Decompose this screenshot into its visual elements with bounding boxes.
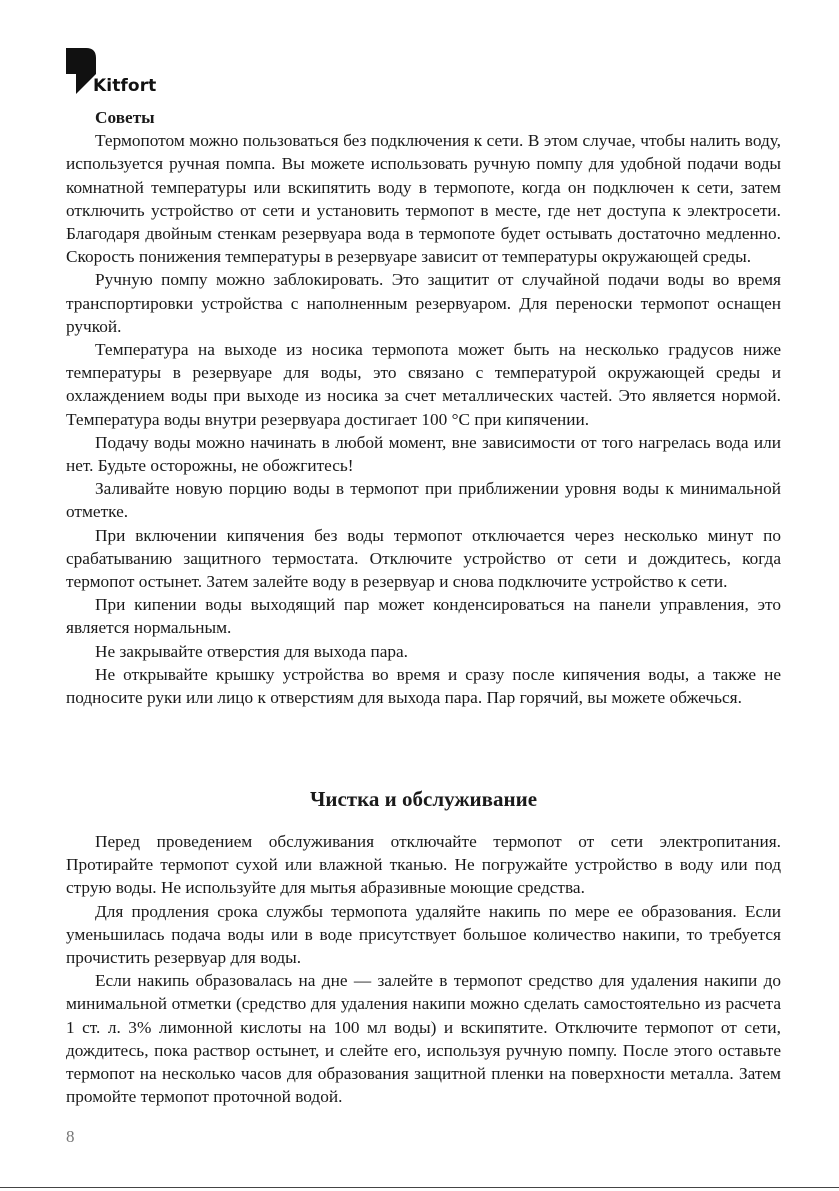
cleaning-paragraph: Для продления срока службы термопота удаляйте накипь по мере ее образования. Если уменьшилась подача воды или в воде присутствует большое количество накипи, то требуется прочистить резервуар для воды. [66, 901, 781, 968]
cleaning-paragraph: Если накипь образовалась на дне — залейте в термопот средство для удаления накипи до минимальной отметки (средство для удаления накипи можно сделать самостоятельно из расчета 1 ст. л. 3% лимонной кислоты на 100 мл воды) и вскипятите. Отключите термопот от сети, дождитесь, пока раствор остынет, и слейте его, используя ручную помпу. После этого оставьте термопот на несколько часов для образования защитной пленки на поверхности металла. Затем промойте термопот проточной водой. [66, 971, 781, 1107]
tips-paragraph: Температура на выходе из носика термопота может быть на несколько градусов ниже температуры в резервуаре для воды, это связано с температурой окружающей среды и охлаждением воды при выходе из носика за счет металлических частей. Это является нормой. Температура воды внутри резервуара достигает 100 °С при кипячении. [66, 340, 781, 429]
tips-paragraph: При кипении воды выходящий пар может конденсироваться на панели управления, это является нормальным. [66, 595, 781, 638]
tips-paragraph: При включении кипячения без воды термопот отключается через несколько минут по срабатыванию защитного термостата. Отключите устройство от сети и дождитесь, когда термопот остынет. Затем залейте воду в резервуар и снова подключите устройство к сети. [66, 525, 781, 592]
tips-paragraph: Не открывайте крышку устройства во время и сразу после кипячения воды, а также не подносите руки или лицо к отверстиям для выхода пара. Пар горячий, вы можете обжечься. [66, 664, 781, 708]
cleaning-heading: Чистка и обслуживание [309, 787, 538, 811]
page-number: 8 [66, 1127, 75, 1146]
brand-name: Kitfort [93, 76, 157, 96]
tips-section [66, 106, 781, 709]
tips-paragraph: Подачу воды можно начинать в любой момент, вне зависимости от того нагрелась вода или нет. Будьте осторожны, не обожгитесь! [66, 432, 781, 476]
tips-paragraph: Не закрывайте отверстия для выхода пара. [95, 641, 408, 661]
tips-paragraph: Термопотом можно пользоваться без подключения к сети. В этом случае, чтобы налить воду, используется ручная помпа. Вы можете использовать ручную помпу для удобной подачи воды комнатной температуры или вскипятить воду в термопоте, когда он подключен к сети, затем отключить устройство от сети и установить термопот в месте, где нет доступа к электросети. Благодаря двойным стенкам резервуара вода в термопоте будет остывать достаточно медленно. Скорость понижения температуры в резервуаре зависит от температуры окружающей среды. [66, 131, 781, 267]
kitfort-logo-mark-icon [66, 48, 96, 96]
tips-title: Советы [95, 108, 155, 127]
page-bottom-rule [0, 1187, 839, 1188]
kitfort-logo [66, 48, 176, 98]
tips-paragraph: Ручную помпу можно заблокировать. Это защитит от случайной подачи воды во время транспортировки устройства с наполненным резервуаром. Для переноски термопот оснащен ручкой. [66, 270, 781, 336]
tips-paragraph: Заливайте новую порцию воды в термопот при приближении уровня воды к минимальной отметке. [66, 479, 781, 522]
cleaning-paragraph: Перед проведением обслуживания отключайте термопот от сети электропитания. Протирайте термопот сухой или влажной тканью. Не погружайте устройство в воду или под струю воды. Не используйте для мытья абразивные моющие средства. [66, 832, 781, 898]
cleaning-section [66, 830, 781, 1108]
